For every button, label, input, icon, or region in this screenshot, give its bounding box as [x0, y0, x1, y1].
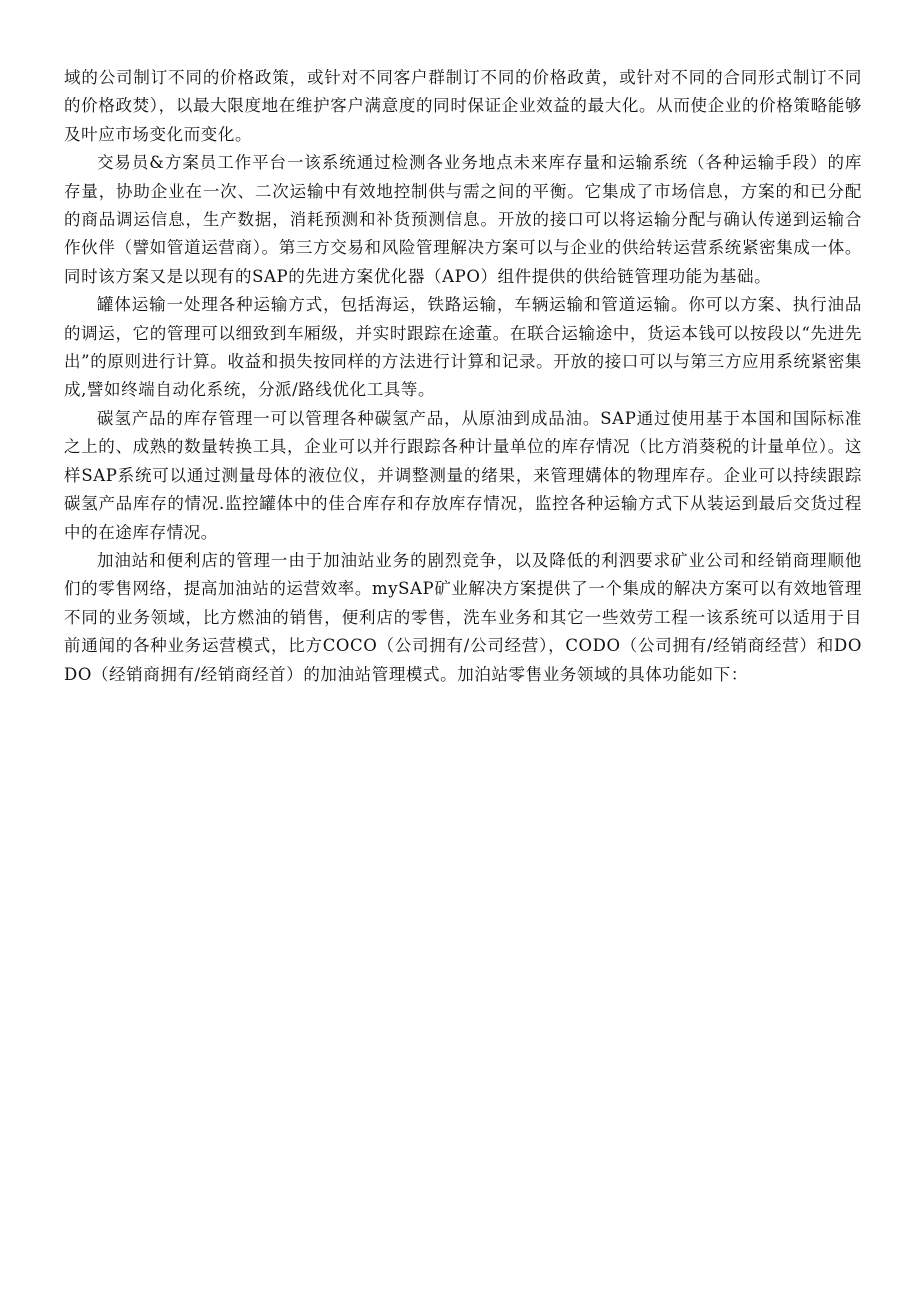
paragraph-service-station-management: 加油站和便利店的管理一由于加油站业务的剧烈竞争，以及降低的利泗要求矿业公司和经销商理顺他们的零售网络，提高加油站的运营效率。mySAP矿业解决方案提供了一个集成的解决方案可以有效地管理不同的业务领域，比方燃油的销售，便利店的零售，洗车业务和其它一些效劳工程一该系统可以适用于目前通闻的各种业务运营模式，比方COCO（公司拥有/公司经营），CODO（公司拥有/经销商经营）和DODO（经销商拥有/经销商经首）的加油站管理模式。加泊站零售业务领域的具体功能如下： [64, 550, 862, 684]
paragraph-pricing-policy: 域的公司制订不同的价格政策，或针对不同客户群制订不同的价格政黄，或针对不同的合同形式制订不同的价格政焚），以最大限度地在维护客户满意度的同时保证企业效益的最大化。从而使企业的价格策略能够及叶应市场变化而变化。 [64, 68, 862, 144]
paragraph-trader-scheduler-workbench: 交易员&方案员工作平台一该系统通过检测各业务地点未来库存量和运输系统（各种运输手段）的库存量，协助企业在一次、二次运输中有效地控制供与需之间的平衡。它集成了市场信息，方案的和已分配的商品调运信息，生产数据，消耗预测和补货预测信息。开放的接口可以将运输分配与确认传递到运输合作伙伴（譬如管道运营商）。第三方交易和风险管理解决方案可以与企业的供给转运营系统紧密集成一体。同时该方案又是以现有的SAP的先进方案优化器（APO）组件提供的供给链管理功能为基础。 [64, 153, 862, 286]
paragraph-bulk-transport: 罐体运输一处理各种运输方式，包括海运，铁路运输，车辆运输和管道运输。你可以方案、执行油品的调运，它的管理可以细致到车厢级，并实时跟踪在途董。在联合运输途中，货运本钱可以按段以“先进先出”的原则进行计算。收益和损失按同样的方法进行计算和记录。开放的接口可以与第三方应用系统紧密集成,譬如终端自动化系统，分派/路线优化工具等。 [64, 295, 862, 400]
paragraph-hydrocarbon-inventory: 碳氢产品的库存管理一可以管理各种碳氢产品，从原油到成品油。SAP通过使用基于本国和国际标准之上的、成熟的数量转换工具，企业可以并行跟踪各种计量单位的库存情况（比方消葵税的计量单位）。这样SAP系统可以通过测量母体的液位仪，并调整测量的绪果，来管理媾体的物理库存。企业可以持续跟踪碳氢产品库存的情况.监控罐体中的佳合库存和存放库存情况，监控各种运输方式下从装运到最后交货过程中的在途库存情况。 [64, 408, 862, 542]
